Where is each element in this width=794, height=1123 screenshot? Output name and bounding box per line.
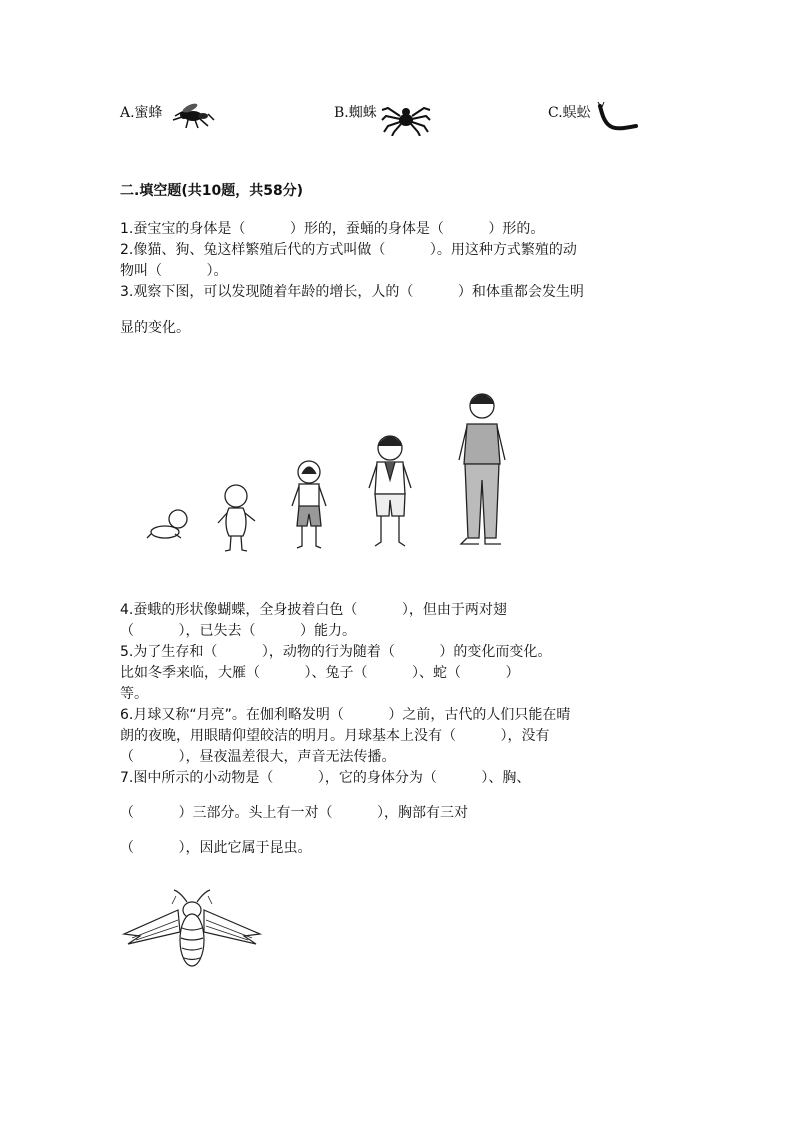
teen-figure xyxy=(369,436,411,546)
question-7-line-3: （ ），因此它属于昆虫。 xyxy=(120,840,312,856)
choice-a-label: A.蜜蜂 xyxy=(120,105,163,121)
question-1: 1.蚕宝宝的身体是（ ）形的，蚕蛹的身体是（ ）形的。 xyxy=(120,221,545,237)
choice-c xyxy=(548,102,591,122)
choice-a xyxy=(120,102,163,122)
question-6-line-2: 朗的夜晚，用眼睛仰望皎洁的明月。月球基本上没有（ ），没有 xyxy=(120,728,550,744)
question-4-line-2: （ ），已失去（ ）能力。 xyxy=(120,623,357,639)
question-7-line-2: （ ）三部分。头上有一对（ ），胸部有三对 xyxy=(120,805,469,821)
question-5-line-1: 5.为了生存和（ ），动物的行为随着（ ）的变化而变化。 xyxy=(120,644,552,660)
adult-figure xyxy=(459,394,505,544)
question-7-line-1: 7.图中所示的小动物是（ ），它的身体分为（ ）、胸、 xyxy=(120,770,531,786)
question-6-line-3: （ ），昼夜温差很大，声音无法传播。 xyxy=(120,749,396,765)
spider-icon xyxy=(380,100,432,136)
question-6-line-1: 6.月球又称“月亮”。在伽利略发明（ ）之前，古代的人们只能在晴 xyxy=(120,707,571,723)
question-3-line-1: 3.观察下图，可以发现随着年龄的增长，人的（ ）和体重都会发生明 xyxy=(120,284,584,300)
question-3-line-2: 显的变化。 xyxy=(120,320,190,336)
question-2-line-1: 2.像猫、狗、兔这样繁殖后代的方式叫做（ ）。用这种方式繁殖的动 xyxy=(120,242,577,258)
question-4-line-1: 4.蚕蛾的形状像蝴蝶，全身披着白色（ ），但由于两对翅 xyxy=(120,602,507,618)
question-2-line-2: 物叫（ ）。 xyxy=(120,263,228,279)
question-5-line-3: 等。 xyxy=(120,686,148,702)
silkworm-moth-figure xyxy=(122,888,262,976)
human-growth-stages-figure xyxy=(145,388,525,556)
question-5-line-2: 比如冬季来临，大雁（ ）、兔子（ ）、蛇（ ） xyxy=(120,665,520,681)
child-figure xyxy=(292,461,326,548)
choice-b xyxy=(334,102,377,122)
centipede-icon xyxy=(596,100,642,136)
section-heading: 二.填空题(共10题，共58分) xyxy=(120,183,304,199)
choice-b-label: B.蜘蛛 xyxy=(334,105,377,121)
toddler-figure xyxy=(218,485,255,551)
choice-c-label: C.蜈蚣 xyxy=(548,105,591,121)
bee-icon xyxy=(170,98,216,132)
baby-crawling-figure xyxy=(147,510,187,538)
